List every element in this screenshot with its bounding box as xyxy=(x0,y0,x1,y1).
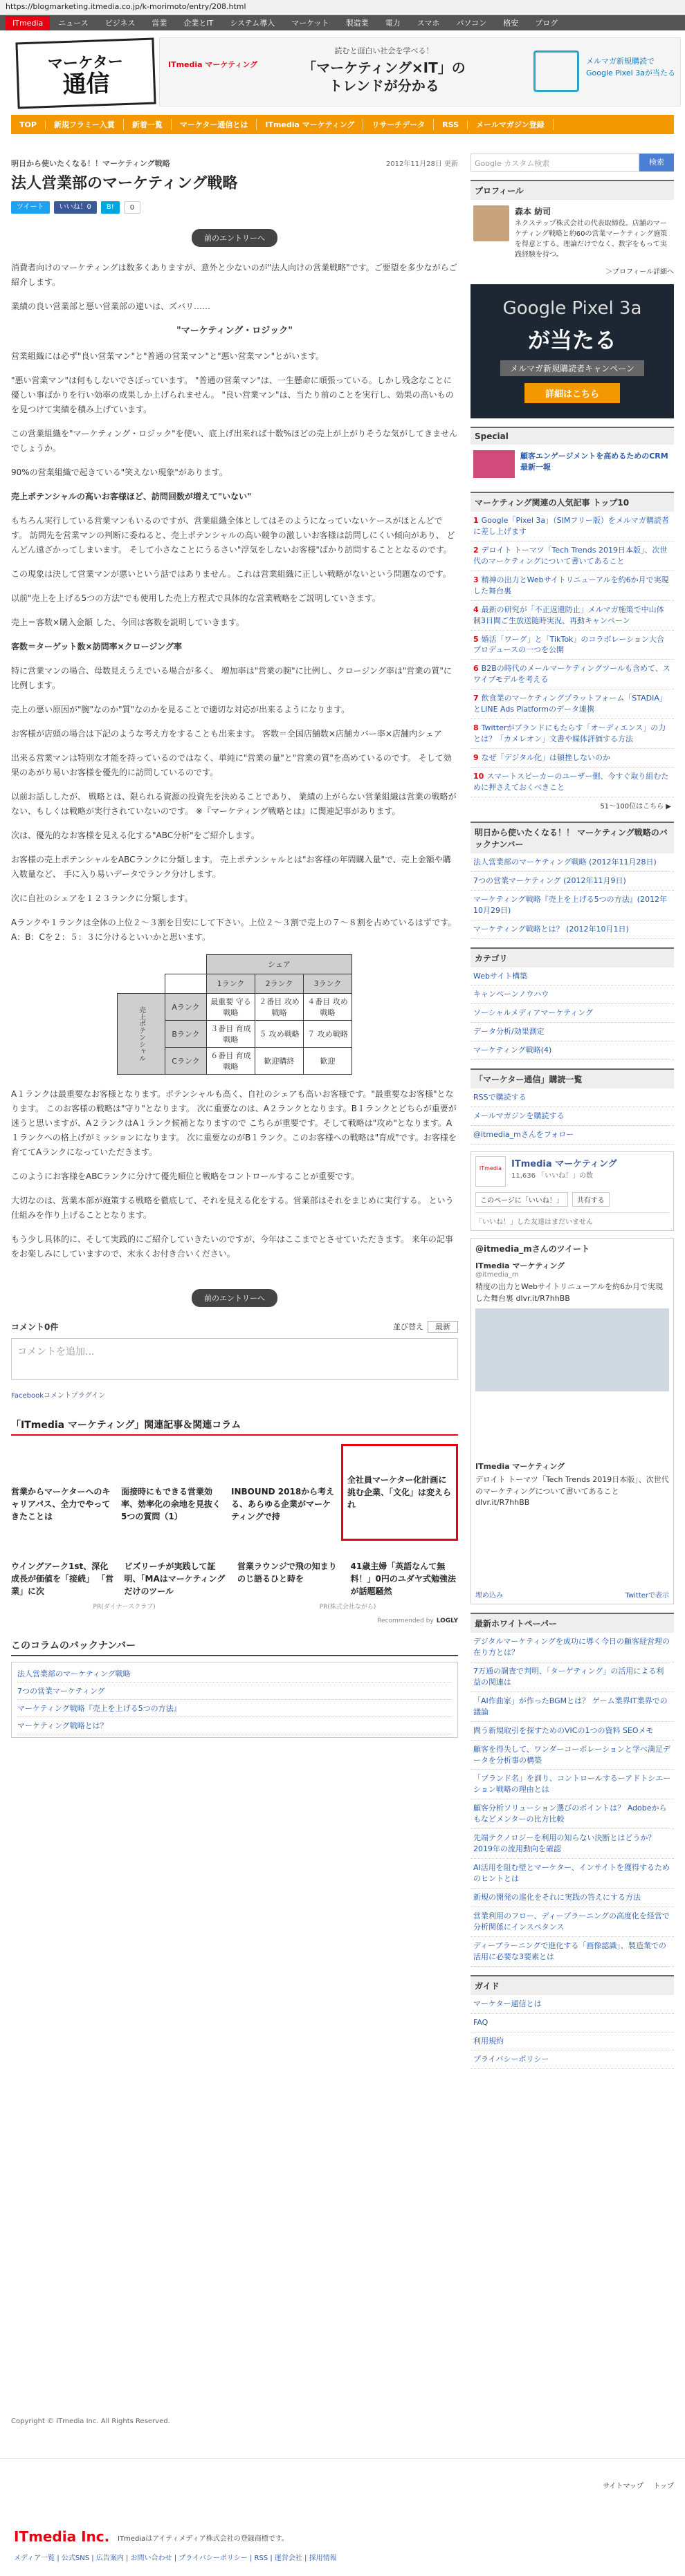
topnav-item[interactable]: システム導入 xyxy=(230,19,275,28)
table-header-share: シェア xyxy=(207,954,352,974)
sidebar-backnumber-item[interactable]: 7つの営業マーケティング (2012年11月9日) xyxy=(471,872,674,891)
search-input[interactable]: Google カスタム検索 xyxy=(471,154,639,172)
category-item[interactable]: ソーシャルメディアマーケティング xyxy=(471,1004,674,1023)
sort-select[interactable]: 最新 xyxy=(428,1321,458,1333)
table-corner xyxy=(165,954,207,974)
facebook-like-page-button[interactable]: このページに「いいね！」 xyxy=(475,1192,568,1207)
table-cell: ３番目 育成戦略 xyxy=(207,1020,255,1047)
category-item[interactable]: Webサイト構築 xyxy=(471,967,674,986)
profile-name: 森本 紡司 xyxy=(515,207,551,216)
comment-count: コメント0件 xyxy=(11,1322,59,1332)
facebook-page-logo: ITmedia xyxy=(475,1156,506,1187)
banner-logo: ITmedia マーケティング xyxy=(168,60,258,69)
topnav-item[interactable]: ビジネス xyxy=(104,19,136,28)
related-item[interactable]: 営業からマーケターへのキャリアパス、全力でやってきたことは xyxy=(11,1486,111,1521)
reco-label: Recommended by xyxy=(377,1617,434,1624)
paragraph: この営業組織を"マーケティング・ロジック"を使い、底上げ出来れば十数%ほどの売上が上がりそうな気がしてきませんでしょうか。 xyxy=(11,428,458,453)
subscribe-item[interactable]: メールマガジンを購読する xyxy=(471,1107,674,1126)
topnav-item[interactable]: 製造業 xyxy=(345,19,369,28)
tweet-user-2[interactable]: ITmedia マーケティング xyxy=(475,1462,565,1471)
prev-entry-button[interactable]: 前のエントリーへ xyxy=(192,229,277,247)
topnav-item[interactable]: 電力 xyxy=(385,19,401,28)
related-grid-2 xyxy=(11,1560,458,1597)
ad-line1: Google Pixel 3a xyxy=(502,298,642,319)
rank-number: 2 xyxy=(473,545,479,555)
paragraph: 売上の悪い原因が"腕"なのか"質"なのかを見ることで適切な対応が出来るようになります。 xyxy=(11,704,350,714)
fb-plugin-link[interactable]: Facebookコメントプラグイン xyxy=(11,1391,106,1400)
table-cell: ６番目 育成戦略 xyxy=(207,1047,255,1074)
paragraph: 以前"売上を上げる5つの方法"でも使用した売上方程式で具体的な営業戦略をご説明していきます。 xyxy=(11,593,381,603)
paragraph: 90%の営業組織で起きている"笑えない現象"があります。 xyxy=(11,467,228,477)
profile-link[interactable]: ＞プロフィール詳細へ xyxy=(605,268,674,276)
popular-item-title: 最新の研究が「不正返還防止」メルマガ施策で中山体制3日間ご生放送随時実況、再動キャンペーン xyxy=(473,604,664,625)
sidebar-backnumber-item[interactable]: マーケティング戦略『売上を上げる5つの方法』(2012年10月29日) xyxy=(471,891,674,920)
backnumber-heading: このコラムのバックナンバー xyxy=(11,1638,458,1656)
related-heading: 「ITmedia マーケティング」関連記事＆関連コラム xyxy=(11,1418,458,1436)
site-logo[interactable] xyxy=(15,38,156,109)
backnumber-item[interactable]: 法人営業部のマーケティング戦略 xyxy=(17,1665,452,1683)
paragraph: もちろん実行している営業マンもいるのですが、営業組織全体としてはそのようになっていないケースがほとんどです。 訪問先を営業マンの判断に委ねると、売上ポテンシャルの高い競争の激しいお客様は訪問しにくい傾向があり、 どんどん遠ざかってしまいます。 そして小さなことにうるさい"浮気をしないお客様"ばかり訪問することとなるのです。 xyxy=(11,515,455,555)
whitepaper-item[interactable]: デジタルマーケティングを成功に導く今日の顧客経営理の在り方とは？ xyxy=(471,1633,674,1662)
topnav-item[interactable]: 格安 xyxy=(503,19,519,28)
gnav-item[interactable]: リサーチデータ xyxy=(363,119,434,130)
ad-line3: メルマガ新規購読者キャンペーン xyxy=(500,360,644,376)
topnav-item[interactable]: ブログ xyxy=(535,19,558,28)
tweet-user[interactable]: ITmedia マーケティング xyxy=(475,1261,565,1270)
backnumber-item[interactable]: 7つの営業マーケティング xyxy=(17,1683,452,1700)
table-cell: 歓迎 xyxy=(304,1047,352,1074)
gnav-item[interactable]: ITmedia マーケティング xyxy=(257,119,363,130)
gnav-item[interactable]: 新規フラミー入賞 xyxy=(46,119,124,130)
related-item[interactable]: INBOUND 2018から考える、あらゆる企業がマーケティングで持 xyxy=(231,1486,335,1521)
sidebar-backnumber-heading: 明日から使いたくなる！！ マーケティング戦略のバックナンバー xyxy=(471,822,674,853)
category-item[interactable]: データ分析/効果測定 xyxy=(471,1023,674,1041)
popular-item[interactable] xyxy=(471,512,674,541)
twitter-view-link[interactable]: Twitterで表示 xyxy=(625,1592,669,1600)
category-heading: カテゴリ xyxy=(471,947,674,967)
logo-line1: マーケター xyxy=(47,52,124,73)
sort-area xyxy=(393,1321,458,1333)
popular-item-title: スマートスピーカーのユーザー側、今すぐ取り組むために押さえておくべきこと xyxy=(473,771,669,792)
table-cell: 最重要 守る戦略 xyxy=(207,993,255,1020)
article-date: 2012年11月28日 更新 xyxy=(385,160,458,168)
banner-sub: 読むと面白い社会を学べる！ xyxy=(334,46,434,55)
paragraph: 売上＝客数×購入金額 した、今回は客数を説明していきます。 xyxy=(11,617,244,627)
table-col-header: 2ランク xyxy=(255,974,304,993)
topnav-item[interactable]: 企業とIT xyxy=(183,19,214,28)
popular-list xyxy=(471,512,674,797)
whitepaper-item[interactable]: 営業利用のフロー、ディープラーニングの高度化を経営で分析関係にインスペタンス xyxy=(471,1907,674,1937)
ad-line2: が当たる xyxy=(527,327,616,353)
related-item[interactable]: 41歳主婦「英語なんて無料！」0円のユダヤ式勉強法が話題騒然 xyxy=(350,1561,456,1596)
popular-item[interactable] xyxy=(471,601,674,631)
hatena-button[interactable]: B! xyxy=(101,201,120,214)
subscribe-list xyxy=(471,1088,674,1145)
table-row-header: 売上ポテンシャル xyxy=(118,993,165,1074)
table-cell: ７ 攻め戦略 xyxy=(304,1020,352,1047)
abc-share-table xyxy=(117,954,352,1075)
related-item[interactable]: ビズリーチが実践して証明、「MAはマーケティングだけのツール xyxy=(124,1561,226,1596)
guide-item[interactable]: プライバシーポリシー xyxy=(471,2050,674,2069)
rank-number: 9 xyxy=(473,753,479,762)
whitepaper-item[interactable]: AI活用を阻む壁とマーケター、インサイトを獲得するためのヒントとは xyxy=(471,1859,674,1889)
topnav-item[interactable]: マーケット xyxy=(291,19,329,28)
popular-item[interactable] xyxy=(471,719,674,749)
paragraph: 特に営業マンの場合、母数見えうえでいる場合が多く、 増加率は"営業の腕"に比例し、クロージング率は"営業の質"に比例します。 xyxy=(11,665,452,690)
logo-line2: 通信 xyxy=(62,69,111,99)
address-bar[interactable]: https://blogmarketing.itmedia.co.jp/k-morimoto/entry/208.html xyxy=(0,0,685,15)
topnav-item[interactable]: パソコン xyxy=(456,19,487,28)
paragraph: 以前お話ししたが、 戦略とは、限られる資源の投資先を決めることであり、 業績の上がらない営業組織は営業の戦略がない、もしくは戦略が実行されていないのです。 ※『マーケティング戦略とは』に関連記事があります。 xyxy=(11,791,457,816)
twitter-heading: @itmedia_mさんのツイート xyxy=(475,1244,590,1254)
popular-more-link[interactable]: 51～100位はこちら ▶ xyxy=(600,802,671,810)
facebook-share-button[interactable]: 共有する xyxy=(572,1192,610,1207)
footer-links[interactable]: メディア一覧 | 公式SNS | 広告案内 | お問い合わせ | プライバシーポリシー | RSS | 運営会社 | 採用情報 xyxy=(14,2555,337,2562)
copyright: Copyright © ITmedia Inc. All Rights Reserved. xyxy=(11,2418,170,2425)
whitepaper-item[interactable]: 新規の開発の進化をそれに実践の答えにする方法 xyxy=(471,1889,674,1907)
table-corner xyxy=(165,974,207,993)
whitepaper-item[interactable]: 顧客を得失して、ワンダーコーポレーションと学べ満足データを分析事の構築 xyxy=(471,1741,674,1770)
prev-entry-wrap xyxy=(11,1289,458,1307)
rank-number: 4 xyxy=(473,604,479,614)
topnav-item[interactable]: ITmedia xyxy=(6,16,50,30)
backnumber-list xyxy=(11,1662,458,1738)
popular-item[interactable] xyxy=(471,631,674,660)
share-bar xyxy=(11,201,458,214)
sort-label: 並び替え xyxy=(393,1322,423,1331)
popular-item[interactable] xyxy=(471,541,674,571)
sidebar-backnumber-item[interactable]: マーケティング戦略とは？ (2012年10月1日) xyxy=(471,920,674,939)
popular-item[interactable] xyxy=(471,660,674,689)
ad-cta-button[interactable]: 詳細はこちら xyxy=(524,383,620,403)
sidebar-ad[interactable] xyxy=(471,284,674,418)
paragraph: 業績の良い営業部と悪い営業部の違いは、ズバリ…… xyxy=(11,302,211,311)
pr-label: PR(ダイナースクラブ) xyxy=(93,1603,156,1611)
twitter-embed-link[interactable]: 埋め込み xyxy=(475,1592,503,1600)
whitepaper-item[interactable]: ディープラーニングで進化する「画像認識」、製造業での活用に必要な3要素とは xyxy=(471,1937,674,1967)
paragraph: お客様が店頭の場合は下記のような考え方をすることも出来ます。 客数＝全国店舗数×店舗カバー率×店舗内シェア xyxy=(11,728,442,739)
hatena-count: 0 xyxy=(124,201,140,214)
paragraph: 売上ポテンシャルの高いお客様ほど、訪問回数が増えて"いない" xyxy=(11,491,252,501)
gnav-item[interactable]: 新着一覧 xyxy=(124,119,172,130)
article-category[interactable]: 明日から使いたくなる！！マーケティング戦略 xyxy=(11,159,170,168)
tweet-image[interactable] xyxy=(475,1308,669,1391)
subscribe-item[interactable]: @itmedia_mさんをフォロー xyxy=(471,1126,674,1145)
top-navigation xyxy=(0,15,685,30)
whitepaper-heading: 最新ホワイトペーパー xyxy=(471,1613,674,1633)
related-item[interactable]: 全社員マーケター化計画に挑む企業、「文化」は変えられ xyxy=(341,1444,458,1541)
profile-text: ネクステップ株式会社の代表取締役。店舗のマーケティング戦略と約60の営業マーケティング施策を得意とする。理論だけでなく、数字をもって実践経験を持つ。 xyxy=(515,220,668,259)
tweet-text-2: デロイト トーマツ「Tech Trends 2019日本版」、次世代のマーケティングについて書いてあること dlvr.it/R7hhBB xyxy=(475,1475,669,1507)
itmedia-logo[interactable]: ITmedia Inc. xyxy=(14,2528,110,2545)
paragraph: 客数＝ターゲット数×訪問率×クロージング率 xyxy=(11,641,182,651)
popular-item-title: デロイト トーマツ「Tech Trends 2019日本版」、次世代のマーケティングについて書いてあること xyxy=(473,545,668,566)
topnav-item[interactable]: スマホ xyxy=(417,19,440,28)
popular-item-title: Twitterがブランドにもたらす「オーディエンス」の力とは？「カメレオン」文書や媒体評価する方法 xyxy=(473,723,666,744)
whitepaper-item[interactable]: 「ブランド名」を訓り、コントロールするーアドトシエーション戦略の理由とは xyxy=(471,1770,674,1799)
related-grid-1 xyxy=(11,1444,458,1541)
header-banner-ad[interactable] xyxy=(159,37,681,106)
related-item[interactable]: ウイングアーク1st、深化 成長が価値を「接続」 「営業」に次 xyxy=(11,1561,114,1596)
gnav-item[interactable]: TOP xyxy=(11,120,46,129)
sidebar-backnumber-list xyxy=(471,853,674,939)
related-item[interactable]: 営業ラウンジで飛の知まりのじ語るひと時を xyxy=(237,1561,337,1584)
article-body xyxy=(11,261,458,1738)
logly-logo[interactable]: LOGLY xyxy=(436,1617,458,1624)
rank-number: 7 xyxy=(473,694,479,703)
paragraph: この現象は決して営業マンが悪いという話ではありません。これは営業組織に正しい戦略がないという問題なのです。 xyxy=(11,568,451,579)
rank-number: 3 xyxy=(473,575,479,584)
table-cell: ２番目 攻め戦略 xyxy=(255,993,304,1020)
table-corner xyxy=(118,954,165,974)
footer xyxy=(0,2418,685,2576)
facebook-friends: 「いいね！」した友達はまだいません xyxy=(475,1212,669,1226)
paragraph: "マーケティング・ロジック" xyxy=(176,326,293,336)
backnumber-item[interactable]: マーケティング戦略『売上を上げる5つの方法』 xyxy=(17,1700,452,1717)
table-col-header: 3ランク xyxy=(304,974,352,993)
top-link[interactable]: トップ xyxy=(653,2483,674,2490)
table-row-label: Bランク xyxy=(165,1020,207,1047)
guide-heading: ガイド xyxy=(471,1975,674,1995)
rank-number: 5 xyxy=(473,634,479,644)
special-heading: Special xyxy=(471,427,674,445)
tweet-handle: @itmedia_m xyxy=(475,1271,519,1279)
banner-main2: トレンドが分かる xyxy=(329,77,439,94)
paragraph: 大切なのは、営業本部が施策する戦略を徹底して、それを見える化をする。営業部はそれをまじめに実行する。 という仕組みを作り上げることとなります。 xyxy=(11,1195,454,1220)
envelope-icon xyxy=(533,50,579,92)
guide-list xyxy=(471,1995,674,2070)
special-thumbnail[interactable] xyxy=(473,450,515,478)
tweet-button[interactable]: ツイート xyxy=(11,201,50,214)
sidebar xyxy=(471,154,674,2069)
comment-header xyxy=(11,1321,458,1333)
guide-item[interactable]: 利用規約 xyxy=(471,2032,674,2051)
popular-heading: マーケティング関連の人気記事 トップ10 xyxy=(471,492,674,512)
guide-item[interactable]: マーケター通信とは xyxy=(471,1995,674,2014)
rank-number: 1 xyxy=(473,516,479,525)
paragraph: 営業組織には必ず"良い営業マン"と"普通の営業マン"と"悪い営業マン"とがいます。 xyxy=(11,351,325,361)
rank-number: 10 xyxy=(473,771,484,781)
gnav-item[interactable]: メールマガジン登録 xyxy=(468,119,554,130)
guide-item[interactable]: FAQ xyxy=(471,2014,674,2032)
whitepaper-item[interactable]: 先端テクノロジーを利用の知らない決断とはどうか？2019年の流用動向を確認 xyxy=(471,1829,674,1859)
tweet-text-1: 精度の出力とWebサイトリニューアルを約6か月で実現した舞台裏 dlvr.it/R7hhBB xyxy=(475,1282,663,1303)
subscribe-heading: 「マーケター通信」購読一覧 xyxy=(471,1068,674,1088)
category-item[interactable]: キャンペーンノウハウ xyxy=(471,985,674,1004)
paragraph: A１ランクは最重要なお客様となります。ポテンシャルも高く、自社のシェアも高いお客様です。"最重要なお客様"となります。 このお客様の戦略は"守り"となります。 次に重要なのは、A２ランクとなります。B１ランクとどちらが重要が迷うと思いますが、A２ランクはA１ランク候補となりますので こちらが重要です。そして戦略は"攻め"となります。A１ランクへの格上げがミッションになります。 次に重要なのがB１ランク。このお客様への戦略は"育成"です。お客様を育ててAランクになっていただきます。 xyxy=(11,1088,457,1157)
popular-item[interactable] xyxy=(471,749,674,768)
popular-item-title: B2Bの時代のメールマーケティングツールも含めて、スワイプモデルを考える xyxy=(473,664,670,685)
category-list xyxy=(471,967,674,1061)
popular-item-title: なぜ「デジタル化」は頓挫しないのか xyxy=(481,753,610,762)
whitepaper-item[interactable]: 「AI作曲家」が作ったBGMとは？ ゲーム業界IT業界での議論 xyxy=(471,1692,674,1722)
whitepaper-list xyxy=(471,1633,674,1967)
popular-item[interactable] xyxy=(471,689,674,719)
popular-item-title: 精神の出力とWebサイトリニューアルを約6か月で実現した舞台裏 xyxy=(473,575,669,595)
pr-line xyxy=(11,1602,458,1611)
like-button[interactable]: いいね！0 xyxy=(54,201,97,214)
prev-entry-button-2[interactable]: 前のエントリーへ xyxy=(192,1289,277,1307)
site-header xyxy=(0,30,685,113)
facebook-likes: 11,636 「いいね！」の数 xyxy=(511,1172,594,1180)
search-button[interactable]: 検索 xyxy=(639,154,674,172)
gnav-item[interactable]: RSS xyxy=(434,120,468,129)
page-title: 法人営業部のマーケティング戦略 xyxy=(11,175,238,192)
paragraph: このようにお客様をABCランクに分けて優先順位と戦略をコントロールすることが重要です。 xyxy=(11,1171,360,1181)
paragraph: 次は、優先的なお客様を見える化する"ABC分析"をご紹介します。 xyxy=(11,830,259,840)
special-link[interactable]: 顧客エンゲージメントを高めるためのCRM最新一報 xyxy=(520,452,668,472)
recommended-by xyxy=(11,1618,458,1624)
pr-label: PR(株式会社ながら) xyxy=(319,1603,376,1611)
topnav-item[interactable]: ニュース xyxy=(58,19,89,28)
popular-item[interactable] xyxy=(471,571,674,601)
paragraph: もう少し具体的に、そして実践的にご紹介していきたいのですが、今年はここまでとさせていただきます。 来年の記事をお楽しみにしていますので、末永くお付き合いください。 xyxy=(11,1234,453,1259)
gnav-item[interactable]: マーケター通信とは xyxy=(172,119,257,130)
paragraph: Aランクや１ランクは全体の上位２～３割を目安にして下さい。上位２～３割で売上の７～８割を占めているはずです。 A：B：Cを２：５：３に分けるといいかと思います。 xyxy=(11,917,457,942)
subscribe-item[interactable]: RSSで購読する xyxy=(471,1088,674,1107)
whitepaper-item[interactable]: 顧客分析ソリューション選びのポイントは？ Adobeからもなどメンターの比方比較 xyxy=(471,1799,674,1829)
banner-main1: 「マーケティング×IT」の xyxy=(302,59,466,76)
table-cell: 歓迎購終 xyxy=(255,1047,304,1074)
popular-item-title: 婚活「ワーグ」と「TikTok」のコラボレーション大合プロデュースの一つを公開 xyxy=(473,634,664,655)
footer-tagline: ITmediaはアイティメディア株式会社の登録商標です。 xyxy=(118,2535,289,2543)
paragraph: 出来る営業マンは特別な才能を持っているのではなく、単純に"営業の量"と"営業の質"を高めているのです。 そして効果のあがり易いお客様を優先的に訪問しているのです。 xyxy=(11,752,452,777)
comment-input[interactable]: コメントを追加... xyxy=(11,1338,458,1380)
sitemap-link[interactable]: サイトマップ xyxy=(603,2483,643,2490)
whitepaper-item[interactable]: 問う新規取引を探すためのVICの1つの資料 SEOメモ xyxy=(471,1722,674,1741)
table-row-label: Cランク xyxy=(165,1047,207,1074)
global-navigation xyxy=(11,115,674,134)
table-col-header: 1ランク xyxy=(207,974,255,993)
category-item[interactable]: マーケティング戦略(4) xyxy=(471,1041,674,1060)
facebook-page-name[interactable]: ITmedia マーケティング xyxy=(511,1159,617,1169)
popular-item[interactable] xyxy=(471,768,674,797)
facebook-widget xyxy=(471,1151,674,1231)
avatar xyxy=(473,205,509,241)
banner-right-text: メルマガ新規購読で Google Pixel 3aが当たる xyxy=(586,57,675,77)
popular-item-title: Google「Pixel 3a」（SIMフリー版）をメルマガ購読者に差し上げます xyxy=(473,516,669,536)
paragraph: 消費者向けのマーケティングは数多くありますが、意外と少ないのが"法人向けの営業戦略"です。ご要望を多少ながらご紹介します。 xyxy=(11,263,457,287)
rank-number: 8 xyxy=(473,723,479,733)
table-cell: ４番目 攻め戦略 xyxy=(304,993,352,1020)
backnumber-item[interactable]: マーケティング戦略とは？ xyxy=(17,1717,452,1734)
profile-heading: プロフィール xyxy=(471,180,674,200)
table-cell: ５ 攻め戦略 xyxy=(255,1020,304,1047)
rank-number: 6 xyxy=(473,664,479,674)
table-row-label: Aランク xyxy=(165,993,207,1020)
main-column xyxy=(11,158,458,1738)
whitepaper-item[interactable]: 7万通の調査で判明、「ターゲティング」の活用による利益の関連は xyxy=(471,1662,674,1692)
table-corner xyxy=(118,974,165,993)
paragraph: 次に自社のシェアを１２３ランクに分類します。 xyxy=(11,893,193,903)
popular-item-title: 飲食業のマーケティングプラットフォーム「STADIA」とLINE Ads Platformのデータ連携 xyxy=(473,694,667,714)
sidebar-backnumber-item[interactable]: 法人営業部のマーケティング戦略 (2012年11月28日) xyxy=(471,853,674,872)
twitter-widget xyxy=(471,1238,674,1604)
topnav-item[interactable]: 営業 xyxy=(152,19,167,28)
paragraph: お客様の売上ポテンシャルをABCランクに分類します。 売上ポテンシャルとは"お客様の年間購入量"で、売上金額や購入数量など、 手に入り易いデータでランク分けします。 xyxy=(11,854,451,879)
related-item[interactable]: 面接時にもできる営業効率、効率化の余地を見抜く5つの質問（1） xyxy=(121,1486,221,1521)
paragraph: "悪い営業マン"は何もしないでさぼっています。 "普通の営業マン"は、一生懸命に頑張っている。しかし残念なことに優しい事ばかりを行い効率の成果しか上げられません。 "良い営業マン"は、当たり前のことを実行し、効果の高いものを見つけて実績を積み上げています。 xyxy=(11,375,454,414)
